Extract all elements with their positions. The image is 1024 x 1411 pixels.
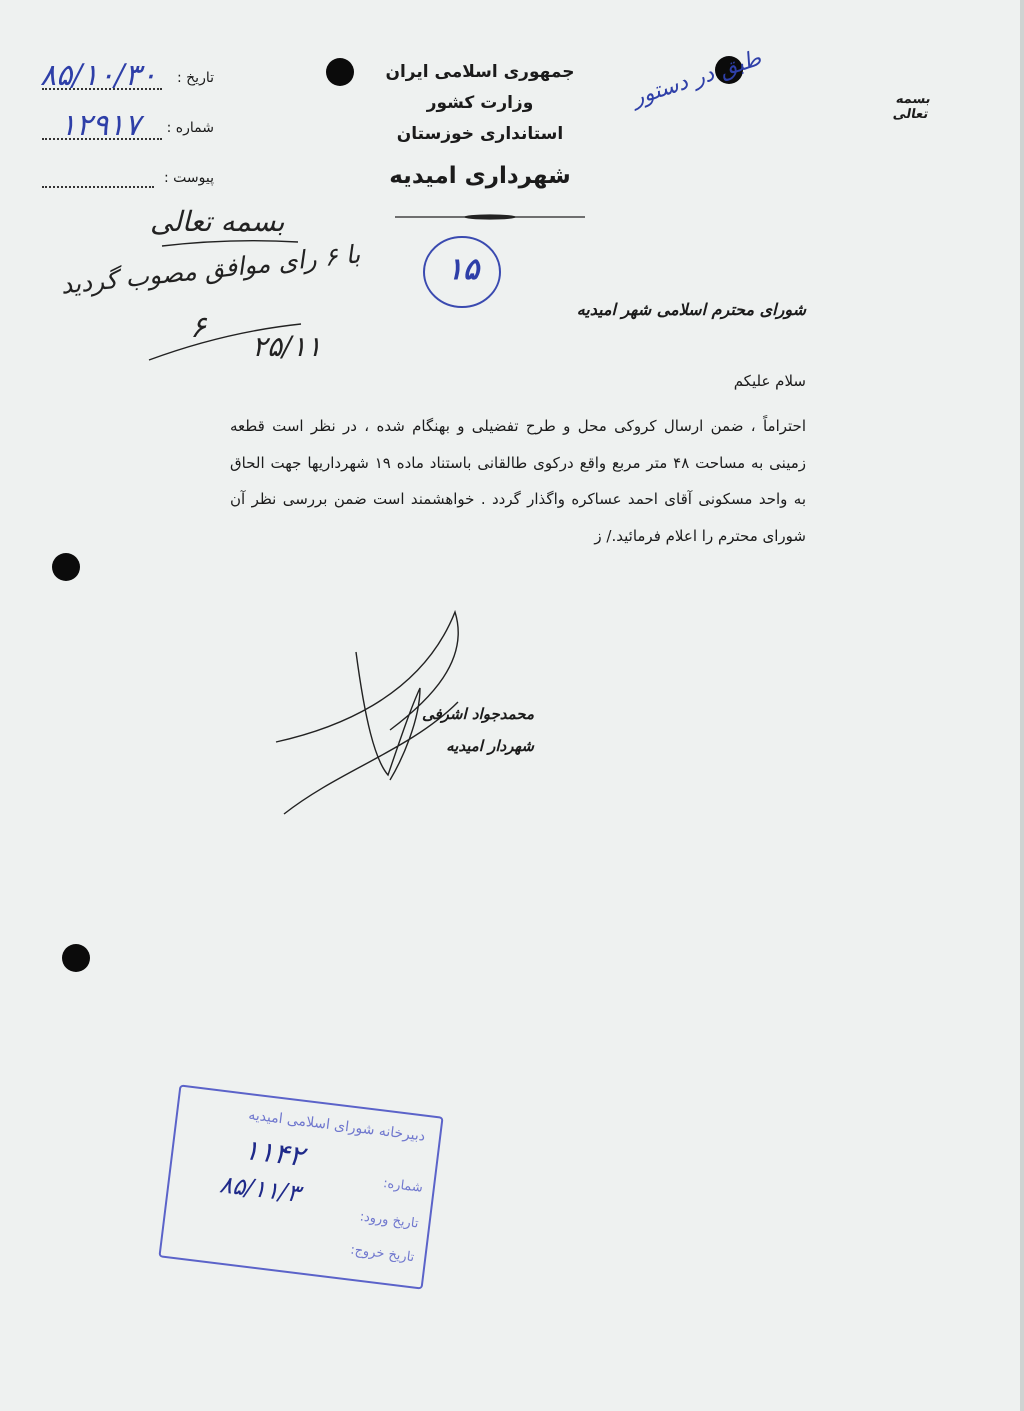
stamp-title: دبیرخانه شورای اسلامی امیدیه: [247, 1107, 427, 1145]
number-label: شماره :: [166, 120, 214, 136]
stamp-entry-value: ۸۵/۱۱/۳: [218, 1170, 302, 1208]
greeting: سلام علیکم: [733, 372, 806, 390]
approval-note-line-2: با ۶ رای موافق مصوب گردید: [59, 239, 362, 300]
punch-hole: [52, 553, 80, 581]
approval-note-line-3: ۶: [190, 310, 207, 345]
date-handwritten: ۸۵/۱۰/۳۰: [40, 58, 157, 93]
signatory-name: محمدجواد اشرفی: [421, 705, 534, 723]
letterhead-province: استانداری خوزستان: [396, 124, 564, 144]
circled-number: ۱۵: [446, 252, 480, 287]
punch-hole: [62, 944, 90, 972]
letterhead-ministry: وزارت کشور: [426, 93, 534, 113]
letterhead-logo: بسمه تعالی: [891, 92, 933, 122]
letterhead-divider: [395, 214, 585, 220]
letterhead-title: شهرداری امیدیه: [389, 163, 571, 189]
number-handwritten: ۱۲۹۱۷: [60, 108, 141, 143]
attachment-label: پیوست :: [164, 170, 214, 186]
letter-body: احتراماً ، ضمن ارسال کروکی محل و طرح تفضیلی و بهنگام شده ، در نظر است قطعه زمینی به مساحت ۴۸ متر مربع واقع درکوی طالقانی باستناد ماده ۱۹ شهرداریها جهت الحاق به واحد مسکونی آقای احمد عساکره واگذار گردد . خواهشمند است ضمن بررسی نظر آن شورای محترم را اعلام فرمائید./ ز: [230, 417, 807, 545]
letterhead-country: جمهوری اسلامی ایران: [385, 62, 575, 82]
stamp-number-value: ۱۱۴۲: [242, 1132, 306, 1174]
attachment-dotted-line: [42, 186, 154, 188]
margin-note-handwritten: طبق در دستور: [629, 45, 765, 112]
approval-note-line-1: بسمه تعالی: [150, 205, 285, 238]
stamp-number-label: شماره:: [382, 1176, 424, 1196]
stamp-entry-label: تاریخ ورود:: [358, 1209, 420, 1232]
signatory-title: شهردار امیدیه: [446, 737, 534, 755]
approval-note-line-4: ۲۵/۱۱: [252, 330, 322, 363]
date-label: تاریخ :: [176, 70, 214, 86]
stamp-exit-label: تاریخ خروج:: [349, 1242, 416, 1266]
secretariat-stamp: [158, 1084, 443, 1289]
punch-hole: [326, 58, 354, 86]
addressee: شورای محترم اسلامی شهر امیدیه: [576, 300, 806, 319]
